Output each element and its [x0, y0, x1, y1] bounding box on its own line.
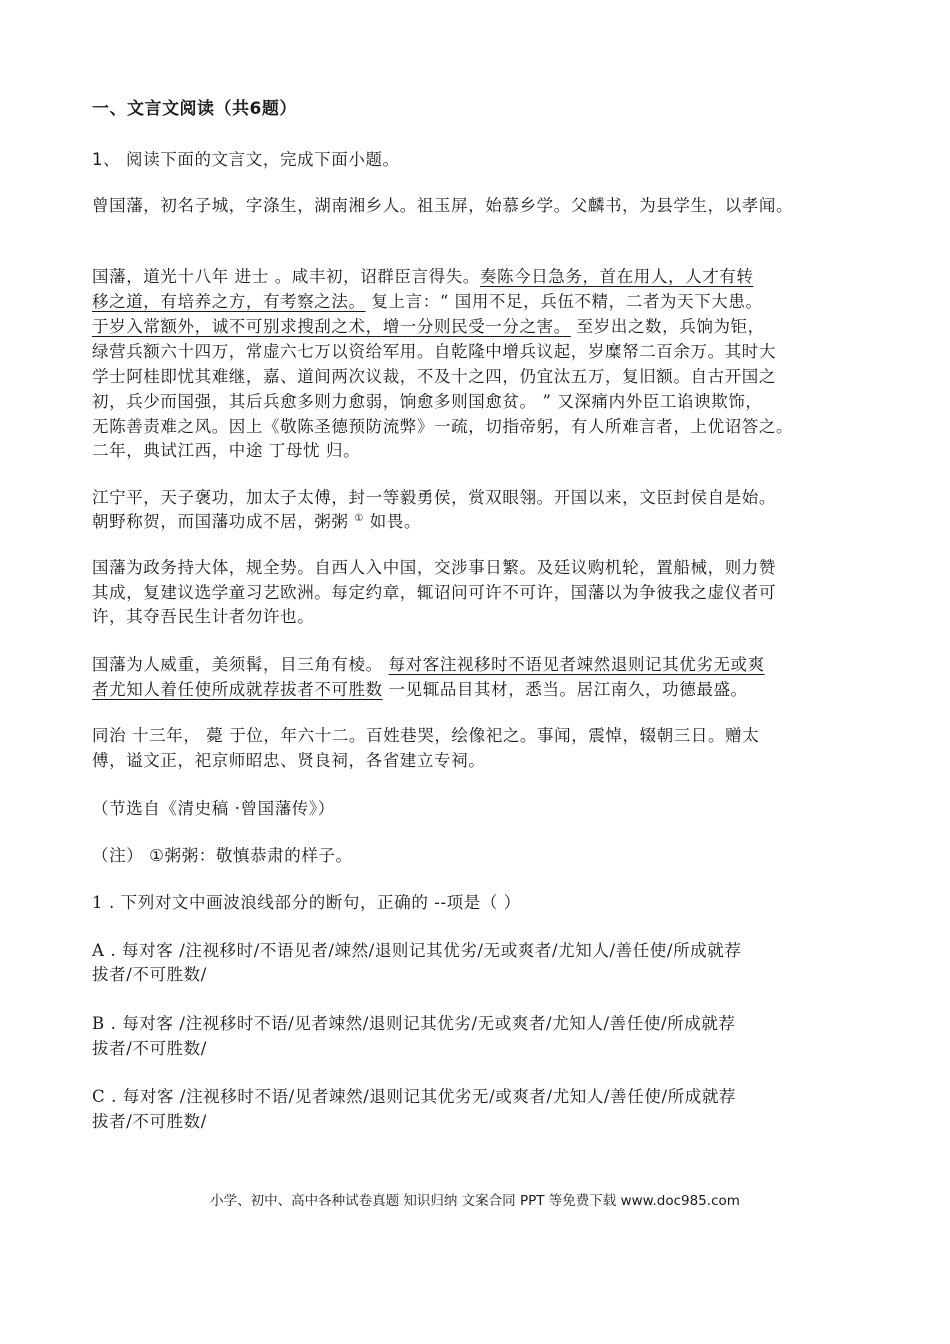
passage-text: 朝野称贺，而国藩功成不居，粥粥: [92, 512, 355, 531]
question-stem: 1 . 下列对文中画波浪线部分的断句，正确的 --项是（ ）: [92, 893, 521, 912]
passage-p6-line-1: 同治 十三年， 薨 于位，年六十二。百姓巷哭，绘像祀之。事闻，震悼，辍朝三日。赠太: [92, 726, 760, 745]
passage-text: 复上言：“ 国用不足，兵伍不精，二者为天下大患。: [365, 292, 763, 311]
passage-text: 国藩为人威重，美须髯，目三角有棱。: [92, 655, 389, 674]
passage-text: 如畏。: [363, 512, 422, 531]
underlined-text: 移之道，有培养之方，有考察之法。: [92, 292, 366, 311]
passage-p4-line-2: 其成，复建议选学童习艺欧洲。每定约章，辄诏问可许不可许，国藩以为争彼我之虚仪者可: [92, 583, 776, 602]
wavy-underlined-text: 每对客注视移时不语见者竦然退则记其优劣无或爽: [388, 655, 765, 674]
option-c-line-2: 拔者/不可胜数/: [92, 1112, 207, 1131]
option-a-line-1: A . 每对客 /注视移时/不语见者/竦然/退则记其优劣/无或爽者/尤知人/善任使/所成就荐: [92, 941, 742, 960]
passage-p3-line-2: [92, 508, 421, 532]
option-b-line-1: B . 每对客 /注视移时不语/见者竦然/退则记其优劣/无或爽者/尤知人/善任使/所成就荐: [92, 1014, 736, 1033]
passage-paragraph-1: 曾国藩，初名子城，字涤生，湖南湘乡人。祖玉屏，始慕乡学。父麟书，为县学生，以孝闻。: [92, 196, 794, 215]
page-footer: 小学、初中、高中各种试卷真题 知识归纳 文案合同 PPT 等免费下载 www.doc985.com: [210, 1193, 740, 1209]
passage-text: 国藩，道光十八年 进士 。咸丰初，诏群臣言得失。: [92, 267, 480, 286]
passage-p4-line-1: 国藩为政务持大体，规全势。自西人入中国，交涉事日繁。及廷议购机轮，置船械，则力赞: [92, 558, 776, 577]
passage-p2-line-1: [92, 263, 754, 287]
underlined-text: 奏陈今日急务，首在用人，人才有转: [479, 267, 754, 286]
annotation-note: （注） ①粥粥：敬慎恭肃的样子。: [92, 846, 353, 865]
footnote-marker: ①: [354, 513, 364, 524]
passage-p5-line-1: [92, 651, 765, 675]
wavy-underlined-text: 者尤知人着任使所成就荐拔者不可胜数: [92, 680, 383, 699]
passage-p6-line-2: 傅，谥文正，祀京师昭忠、贤良祠，各省建立专祠。: [92, 751, 486, 770]
option-a-line-2: 拔者/不可胜数/: [92, 965, 207, 984]
passage-text: 至岁出之数，兵饷为钜，: [570, 317, 765, 336]
option-c-line-1: C . 每对客 /注视移时不语/见者竦然/退则记其优劣无/或爽者/尤知人/善任使/所成就荐: [92, 1087, 737, 1106]
source-citation: （节选自《清史稿 ·曾国藩传》）: [92, 799, 335, 818]
question-intro: 1、 阅读下面的文言文，完成下面小题。: [92, 150, 400, 169]
passage-p2-line-7: 无陈善责难之风。因上《敬陈圣德预防流弊》一疏，切指帝躬，有人所难言者，上优诏答之。: [92, 417, 794, 436]
passage-p2-line-6: 初，兵少而国强，其后兵愈多则力愈弱，饷愈多则国愈贫。 ” 又深痛内外臣工谄谀欺饰，: [92, 392, 763, 411]
passage-p4-line-3: 许，其夺吾民生计者勿许也。: [92, 607, 315, 626]
passage-p2-line-5: 学士阿桂即忧其难继，嘉、道间两次议裁，不及十之四，仍宜汰五万，复旧额。自古开国之: [92, 367, 776, 386]
passage-p2-line-2: [92, 288, 763, 312]
passage-p3-line-1: 江宁平，天子褒功，加太子太傅，封一等毅勇侯，赏双眼翎。开国以来，文臣封侯自是始。: [92, 488, 776, 507]
passage-text: 一见辄品目其材，悉当。居江南久，功德最盛。: [382, 680, 748, 699]
passage-p2-line-8: 二年，典试江西，中途 丁母忧 归。: [92, 441, 361, 460]
option-b-line-2: 拔者/不可胜数/: [92, 1039, 207, 1058]
passage-p2-line-4: 绿营兵额六十四万，常虚六七万以资给军用。自乾隆中增兵议起，岁糜帑二百余万。其时大: [92, 342, 776, 361]
underlined-text: 于岁入常额外，诚不可别求搜刮之术，增一分则民受一分之害。: [92, 317, 571, 336]
passage-p5-line-2: [92, 676, 748, 700]
passage-p2-line-3: [92, 313, 765, 337]
section-heading: 一、文言文阅读（共6题）: [92, 99, 297, 119]
